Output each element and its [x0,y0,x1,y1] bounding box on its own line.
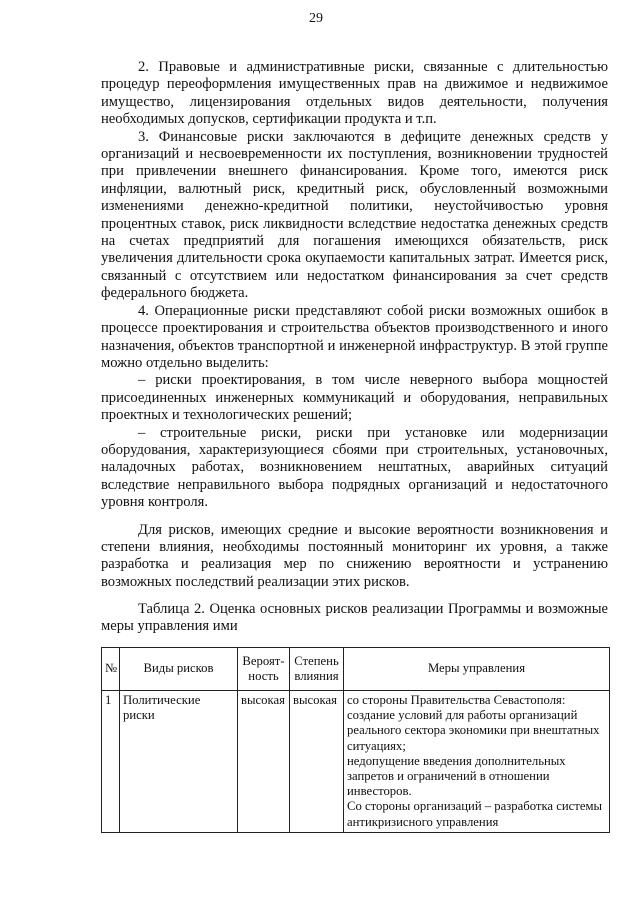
table-header-row [102,648,610,691]
header-number: № [102,648,120,691]
header-risk-type: Виды рисков [120,648,238,691]
measure-organizations: Со стороны организаций – разработка системы антикризисного управления [347,799,603,829]
bullet-construction-risks: – строительные риски, риски при установке или модернизации оборудования, характеризующиеся сбоями при строительных, установочных, наладочных работах, возникновением нештатных, аварийных ситуаций вследствие неправильного выбора подрядных организаций и недостаточного уровня контроля. [101,424,608,511]
header-measures: Меры управления [344,648,610,691]
cell-impact: высокая [290,691,344,833]
table-row [102,691,610,833]
cell-probability: высокая [238,691,290,833]
measure-conditions: создание условий для работы организаций реального сектора экономики при внештатных ситуациях; [347,708,600,753]
measure-government-header: со стороны Правительства Севастополя: [347,693,566,707]
header-impact: Степень влияния [290,648,344,691]
table-caption: Таблица 2. Оценка основных рисков реализации Программы и возможные меры управления ими [101,601,608,635]
paragraph-risk-monitoring: Для рисков, имеющих средние и высокие вероятности возникновения и степени влияния, необходимы постоянный мониторинг их уровня, а также разработка и реализация мер по снижению вероятности и устранению возможных последствий реализации этих рисков. [101,521,608,590]
header-probability: Вероят-ность [238,648,290,691]
cell-risk-type: Политические риски [120,691,238,833]
measure-no-restrictions: недопущение введения дополнительных запретов и ограничений в отношении инвесторов. [347,753,566,799]
paragraph-operational-risks: 4. Операционные риски представляют собой риски возможных ошибок в процессе проектирования и строительства объектов производственного и иного назначения, объектов транспортной и инженерной инфраструктур. В этой группе можно отдельно выделить: [101,302,608,371]
bullet-design-risks: – риски проектирования, в том числе неверного выбора мощностей присоединенных инженерных коммуникаций и оборудования, неправильных проектных и технологических решений; [101,372,608,424]
cell-measures [344,691,610,833]
paragraph-financial-risks: 3. Финансовые риски заключаются в дефиците денежных средств у организаций и несвоевременности их поступления, возникновении трудностей при привлечении внешнего финансирования. Кроме того, имеются риск инфляции, валютный риск, кредитный риск, обусловленный возможными изменениями денежно-кредитной политики, неустойчивостью уровня процентных ставок, риск ликвидности вследствие недостатка денежных средств на счетах предприятий для погашения имеющихся обязательств, риск увеличения длительности срока окупаемости капитальных затрат. Имеется риск, связанный с отсутствием или недостатком финансирования за счет средств федерального бюджета. [101,128,608,302]
paragraph-legal-risks: 2. Правовые и административные риски, связанные с длительностью процедур переоформления имущественных прав на движимое и недвижимое имущество, лицензирования отдельных видов деятельности, получения необходимых допусков, сертификации продукта и т.п. [101,59,608,128]
cell-number: 1 [102,691,120,833]
page-number: 29 [309,11,323,26]
body-text [101,59,608,591]
risk-table [101,647,610,833]
